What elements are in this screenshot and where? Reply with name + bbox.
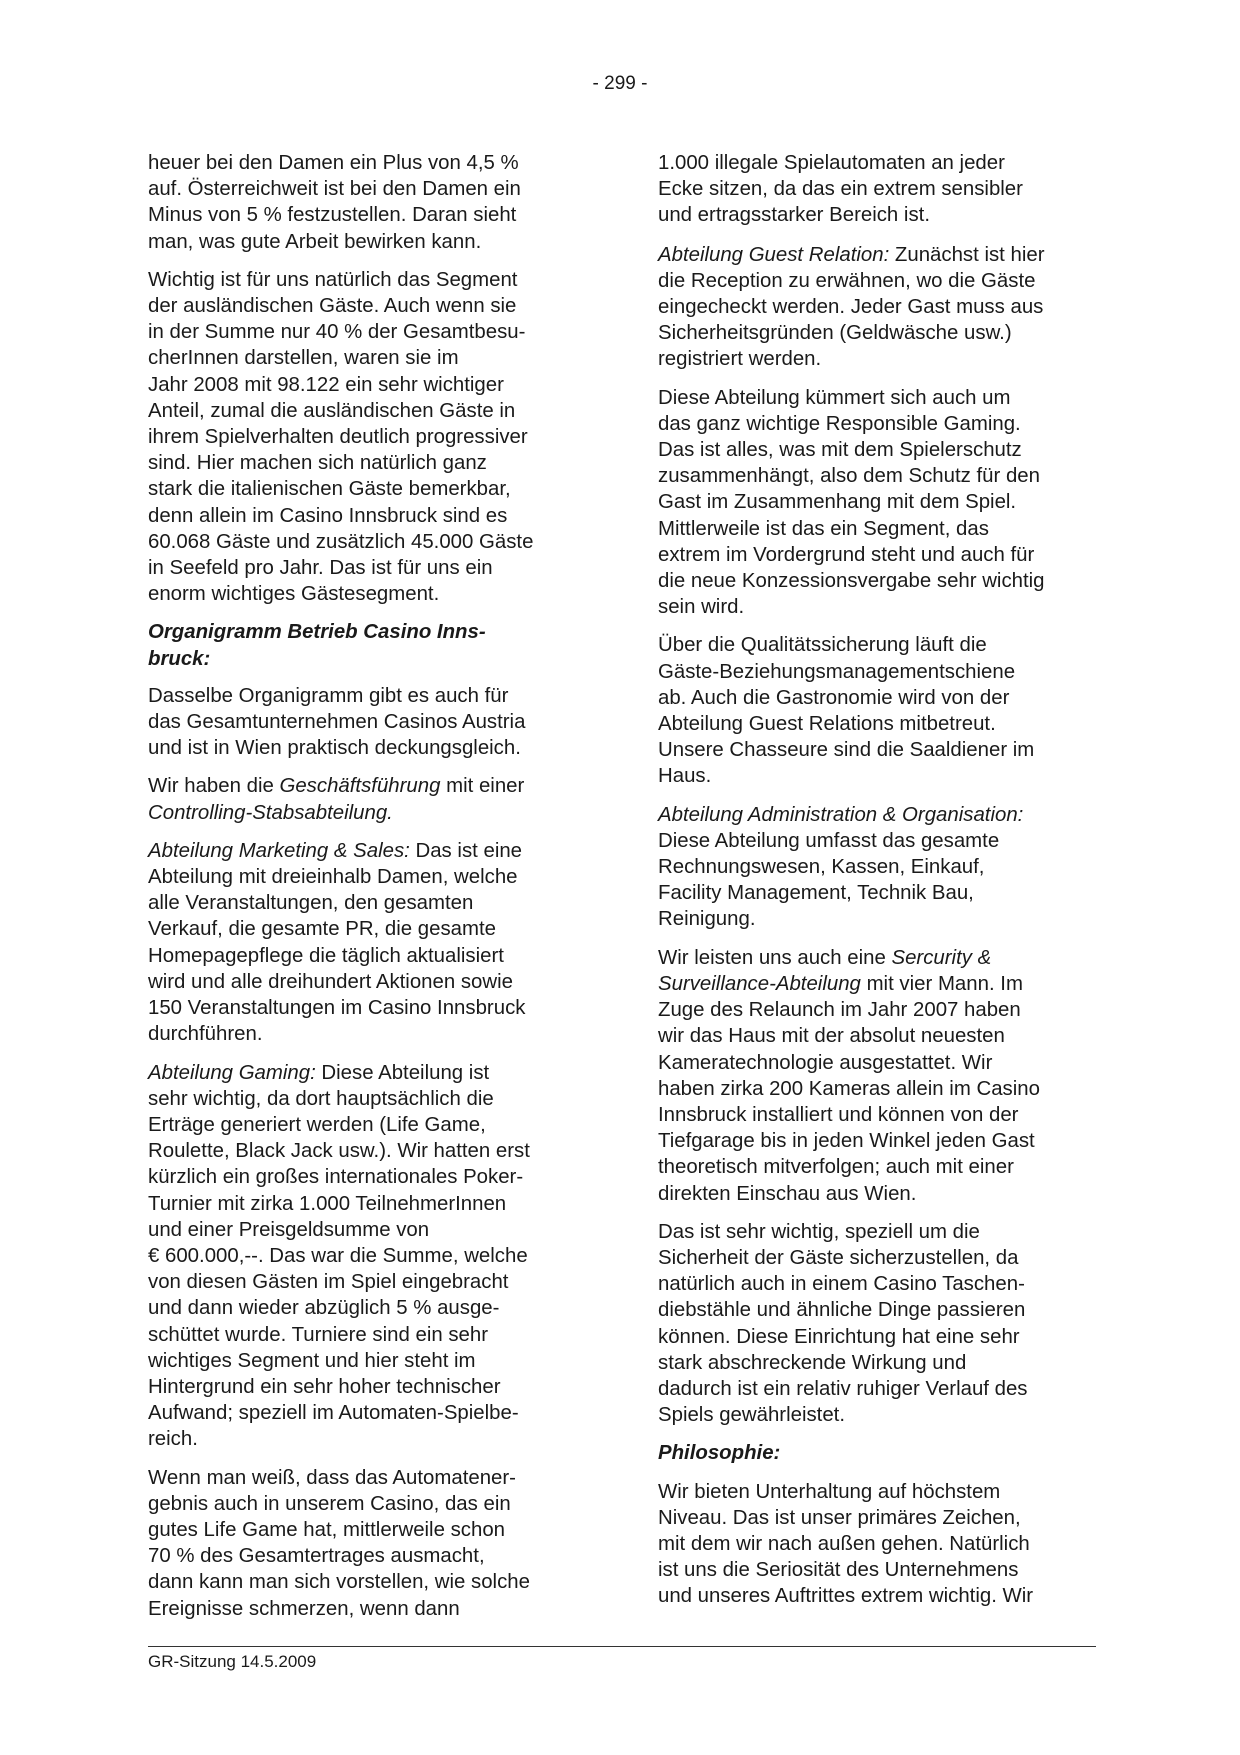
paragraph: Abteilung Gaming: Diese Abteilung ist sehr wichtig, da dort hauptsächlich die Erträge generiert werden (Life Game, Roulette, Black Jack usw.). Wir hatten erst kürzlich ein großes internationales Poker- Turnier mit zirka 1.000 TeilnehmerInnen und einer Preisgeldsumme von € 600.000,--. Das war die Summe, welche von diesen Gästen im Spiel eingebracht und dann wieder abzüglich 5 % ausge- schüttet wurde. Turniere sind ein sehr wichtiges Segment und hier steht im Hintergrund ein sehr hoher technischer Aufwand; speziell im Automaten-Spielbe- reich. <box>148 1061 530 1451</box>
paragraph: Diese Abteilung kümmert sich auch um das ganz wichtige Responsible Gaming. Das ist alles, was mit dem Spielerschutz zusammenhängt, also dem Schutz für den Gast im Zusammenhang mit dem Spiel. Mittlerweile ist das ein Segment, das extrem im Vordergrund steht und auch für die neue Konzessionsvergabe sehr wichtig sein wird. <box>658 386 1045 619</box>
paragraph: Wir leisten uns auch eine Sercurity & Surveillance-Abteilung mit vier Mann. Im Zuge des Relaunch im Jahr 2007 haben wir das Haus mit der absolut neuesten Kameratechnologie ausgestattet. Wir haben zirka 200 Kameras allein im Casino Innsbruck installiert und können von der Tiefgarage bis in jeden Winkel jeden Gast theoretisch mitverfolgen; auch mit einer direkten Einschau aus Wien. <box>658 946 1040 1205</box>
paragraph: Wenn man weiß, dass das Automatener- gebnis auch in unserem Casino, das ein gutes Life Game hat, mittlerweile schon 70 % des Gesamtertrages ausmacht, dann kann man sich vorstellen, wie solche Ereignisse schmerzen, wenn dann <box>148 1466 530 1620</box>
page-number: - 299 - <box>592 73 648 94</box>
department-label: Abteilung Marketing & Sales: <box>148 839 410 862</box>
footer-text: GR-Sitzung 14.5.2009 <box>148 1652 317 1671</box>
department-label: Abteilung Administration & Organisation: <box>658 803 1024 826</box>
paragraph: Abteilung Administration & Organisation: Diese Abteilung umfasst das gesamte Rechnungswesen, Kassen, Einkauf, Facility Management, Technik Bau, Reinigung. <box>658 803 1024 931</box>
paragraph: Wichtig ist für uns natürlich das Segment der ausländischen Gäste. Auch wenn sie in der Summe nur 40 % der Gesamtbesu- cherInnen darstellen, waren sie im Jahr 2008 mit 98.122 ein sehr wichtiger Anteil, zumal die ausländischen Gäste in ihrem Spielverhalten deutlich progressiver sind. Hier machen sich natürlich ganz stark die italienischen Gäste bemerkbar, denn allein im Casino Innsbruck sind es 60.068 Gäste und zusätzlich 45.000 Gäste in Seefeld pro Jahr. Das ist für uns ein enorm wichtiges Gästesegment. <box>148 268 534 606</box>
footer-divider <box>148 1646 1096 1647</box>
paragraph: Über die Qualitätssicherung läuft die Gäste-Beziehungsmanagementschiene ab. Auch die Gastronomie wird von der Abteilung Guest Relations mitbetreut. Unsere Chasseure sind die Saaldiener im Haus. <box>658 634 1035 788</box>
paragraph: Dasselbe Organigramm gibt es auch für das Gesamtunternehmen Casinos Austria und ist in Wien praktisch deckungsgleich. <box>148 684 526 760</box>
left-column <box>148 150 588 1634</box>
paragraph: Wir bieten Unterhaltung auf höchstem Niveau. Das ist unser primäres Zeichen, mit dem wir nach außen gehen. Natürlich ist uns die Seriosität des Unternehmens und unseres Auftrittes extrem wichtig. Wir <box>658 1480 1034 1608</box>
department-label: Abteilung Guest Relation: <box>658 243 890 266</box>
paragraph: heuer bei den Damen ein Plus von 4,5 % auf. Österreichweit ist bei den Damen ein Minus von 5 % festzustellen. Daran sieht man, was gute Arbeit bewirken kann. <box>148 152 521 253</box>
paragraph: Abteilung Marketing & Sales: Das ist eine Abteilung mit dreieinhalb Damen, welche alle Veranstaltungen, den gesamten Verkauf, die gesamte PR, die gesamte Homepagepflege die täglich aktualisiert wird und alle dreihundert Aktionen sowie 150 Veranstaltungen im Casino Innsbruck durchführen. <box>148 839 526 1046</box>
paragraph: Abteilung Guest Relation: Zunächst ist hier die Reception zu erwähnen, wo die Gäste eingecheckt werden. Jeder Gast muss aus Sicherheitsgründen (Geldwäsche usw.) registriert werden. <box>658 243 1045 371</box>
department-label: Abteilung Gaming: <box>148 1061 316 1084</box>
section-heading: Philosophie: <box>658 1442 781 1465</box>
right-column <box>658 150 1098 1622</box>
section-heading: Organigramm Betrieb Casino Inns- bruck: <box>148 621 486 670</box>
paragraph: Wir haben die Geschäftsführung mit einer Controlling-Stabsabteilung. <box>148 775 525 824</box>
paragraph: 1.000 illegale Spielautomaten an jeder Ecke sitzen, da das ein extrem sensibler und ertragsstarker Bereich ist. <box>658 152 1023 227</box>
paragraph: Das ist sehr wichtig, speziell um die Sicherheit der Gäste sicherzustellen, da natürlich auch in einem Casino Taschen- diebstähle und ähnliche Dinge passieren können. Diese Einrichtung hat eine sehr stark abschreckende Wirkung und dadurch ist ein relativ ruhiger Verlauf des Spiels gewährleistet. <box>658 1220 1028 1427</box>
